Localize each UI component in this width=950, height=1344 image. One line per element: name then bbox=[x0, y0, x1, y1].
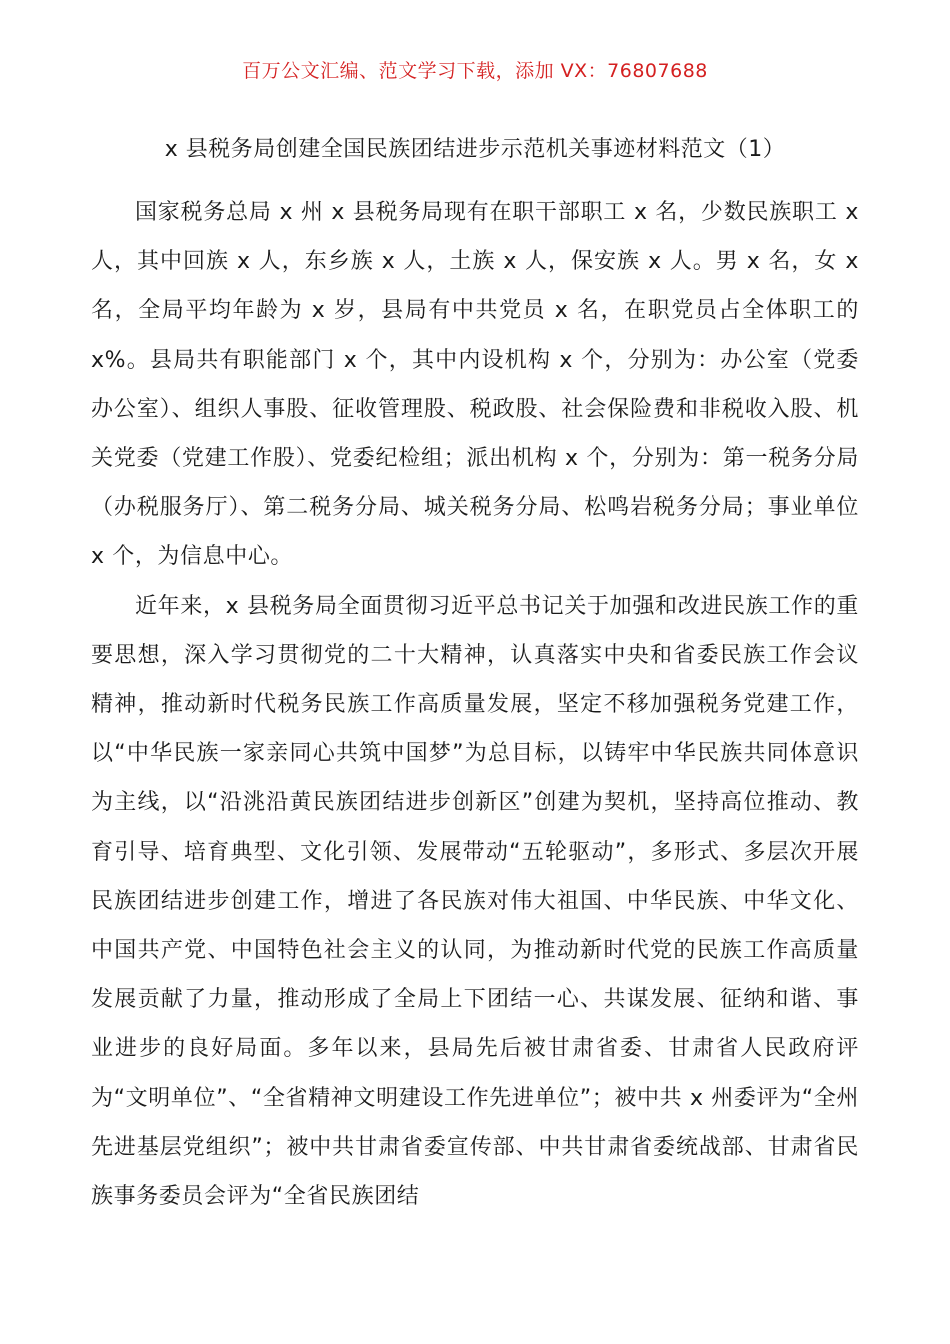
paragraph-overview: 国家税务总局 x 州 x 县税务局现有在职干部职工 x 名，少数民族职工 x 人，其中回族 x 人，东乡族 x 人，土族 x 人，保安族 x 人。男 x 名，女 x 名，全局平均年龄为 x 岁，县局有中共党员 x 名，在职党员占全体职工的 x%。县局共有职能部门 x 个，其中内设机构 x 个，分别为：办公室（党委办公室）、组织人事股、征收管理股、税政股、社会保险费和非税收入股、机关党委（党建工作股）、党委纪检组；派出机构 x 个，分别为：第一税务分局（办税服务厅）、第二税务分局、城关税务分局、松鸣岩税务分局；事业单位 x 个，为信息中心。 bbox=[91, 200, 859, 570]
header-banner: 百万公文汇编、范文学习下载，添加 VX：76807688 bbox=[242, 60, 708, 82]
document-title: x 县税务局创建全国民族团结进步示范机关事迹材料范文（1） bbox=[164, 137, 786, 162]
document-body bbox=[91, 188, 859, 1221]
paragraph-achievements: 近年来，x 县税务局全面贯彻习近平总书记关于加强和改进民族工作的重要思想，深入学习贯彻党的二十大精神，认真落实中央和省委民族工作会议精神，推动新时代税务民族工作高质量发展，坚定不移加强税务党建工作，以“中华民族一家亲同心共筑中国梦”为总目标，以铸牢中华民族共同体意识为主线，以“沿洮沿黄民族团结进步创新区”创建为契机，坚持高位推动、教育引导、培育典型、文化引领、发展带动“五轮驱动”，多形式、多层次开展民族团结进步创建工作，增进了各民族对伟大祖国、中华民族、中华文化、中国共产党、中国特色社会主义的认同，为推动新时代党的民族工作高质量发展贡献了力量，推动形成了全局上下团结一心、共谋发展、征纳和谐、事业进步的良好局面。多年以来，县局先后被甘肃省委、甘肃省人民政府评为“文明单位”、“全省精神文明建设工作先进单位”；被中共 x 州委评为“全州先进基层党组织”；被中共甘肃省委宣传部、中共甘肃省委统战部、甘肃省民族事务委员会评为“全省民族团结 bbox=[91, 593, 859, 1210]
